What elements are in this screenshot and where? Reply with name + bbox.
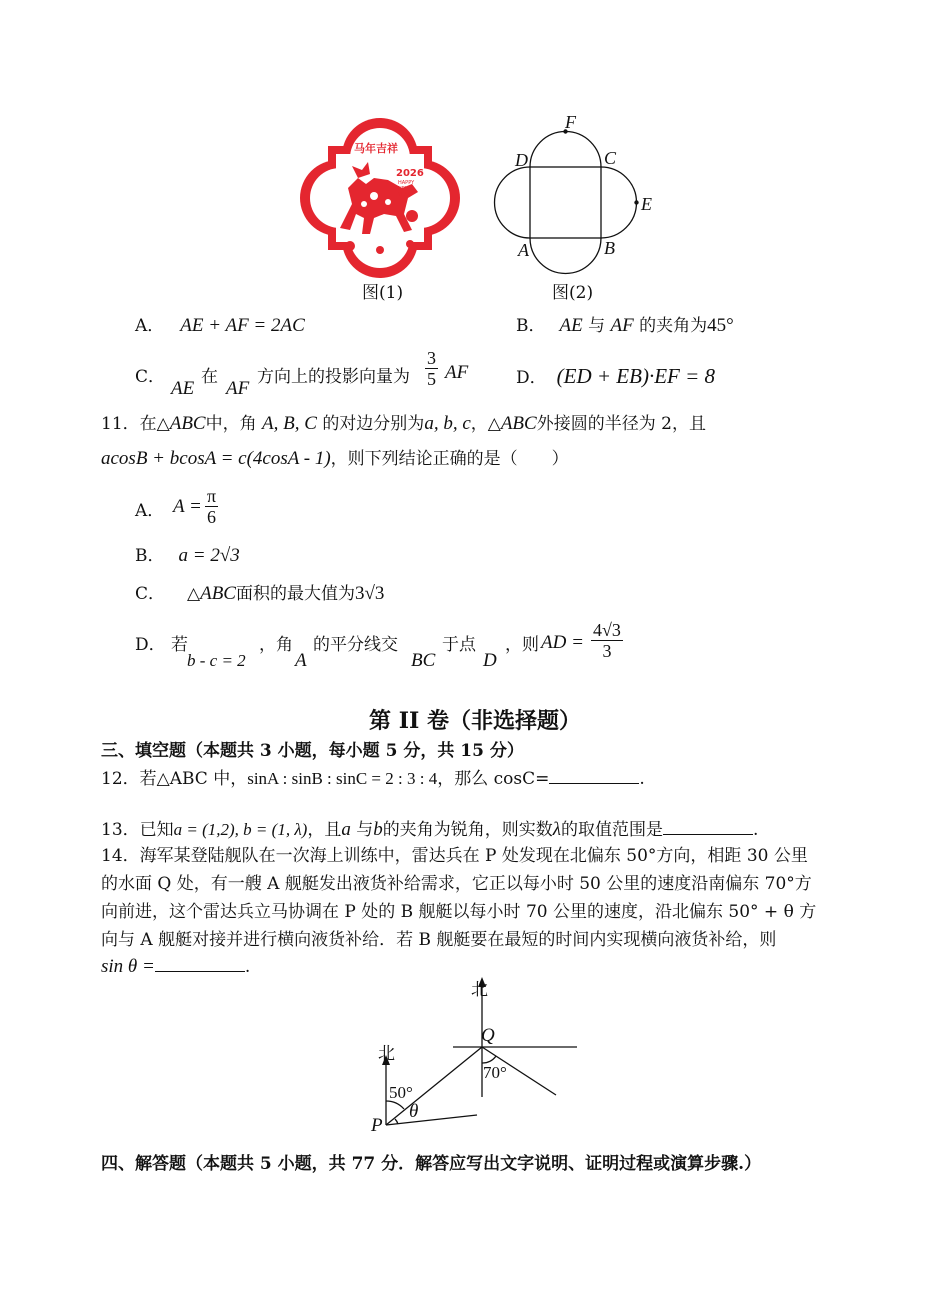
q14-line-1: 14．海军某登陆舰队在一次海上训练中，雷达兵在 P 处发现在北偏东 50°方向，相距 30 公里 xyxy=(101,846,808,866)
point-D-label: D xyxy=(515,150,528,170)
q13: 13．已知a = (1,2), b = (1, λ)，且a 与b的夹角为锐角，则实数λ的取值范围是 . xyxy=(101,819,759,840)
bearing-diagram-svg xyxy=(365,975,585,1145)
section-4-heading: 四、解答题（本题共 5 小题，共 77 分．解答应写出文字说明、证明过程或演算步骤.） xyxy=(101,1154,762,1174)
point-P-label: P xyxy=(371,1115,383,1136)
figure-2-caption: 图(2) xyxy=(552,283,594,303)
angle-theta-label: θ xyxy=(409,1101,419,1122)
q10-option-b: B． AE 与 AF 的夹角为45° xyxy=(516,315,734,336)
q14-line-3: 向前进，这个雷达兵立马协调在 P 处的 B 舰艇以每小时 70 公里的速度，沿北偏东 50° + θ 方 xyxy=(101,902,817,922)
q11-stem-line2: acosB + bcosA = c(4cosA - 1)，则下列结论正确的是（ ） xyxy=(101,448,569,469)
point-C-label: C xyxy=(604,148,617,168)
q14-line-4: 向与 A 舰艇对接并进行横向液货补给．若 B 舰艇要在最短的时间内实现横向液货补给，则 xyxy=(101,930,777,950)
figure-2 xyxy=(490,112,660,284)
navigation-diagram xyxy=(365,975,585,1145)
q11-option-d: D． 若 b - c = 2 ，角 A 的平分线交 BC 于点 D ，则 AD = $\frac{4√3}{3}$ xyxy=(135,620,621,671)
north-label-q: 北 xyxy=(471,980,488,1000)
q11-option-b: B． a = 2√3 xyxy=(135,545,240,566)
figure-1-caption: 图(1) xyxy=(362,283,404,303)
q13-answer-blank[interactable] xyxy=(663,818,753,835)
point-F-label: F xyxy=(565,112,576,132)
seal-title: 马年吉祥 xyxy=(354,142,398,155)
q12: 12．若△ABC 中，sinA : sinB : sinC = 2 : 3 : 4，那么 cosC= . xyxy=(101,769,645,789)
q12-answer-blank[interactable] xyxy=(549,767,639,784)
seal-year: 2026 xyxy=(396,168,424,179)
point-B-label: B xyxy=(604,238,615,258)
seal-english: HAPPY NEW YEAR xyxy=(398,180,415,198)
q10-option-a: A． AE + AF = 2AC xyxy=(135,315,305,336)
q10-option-d: D． (ED + EB)·EF = 8 xyxy=(516,364,716,388)
angle-50-label: 50° xyxy=(389,1083,413,1102)
q14-answer-blank[interactable] xyxy=(155,955,245,972)
angle-70-label: 70° xyxy=(483,1063,507,1082)
square-semicircle-diagram xyxy=(490,112,660,284)
point-Q-label: Q xyxy=(481,1025,495,1046)
q14-line-5: sin θ = . xyxy=(101,956,251,977)
section-3-heading: 三、填空题（本题共 3 小题，每小题 5 分，共 15 分） xyxy=(101,741,524,761)
q11-stem-line1: 11．在△ABC中，角 A, B, C 的对边分别为a, b, c，△ABC外接圆的半径为 2，且 xyxy=(101,413,706,434)
q14-line-2: 的水面 Q 处，有一艘 A 舰艇发出液货补给需求，它正以每小时 50 公里的速度沿南偏东 70°方 xyxy=(101,874,812,894)
point-E-label: E xyxy=(641,194,652,214)
figure-1 xyxy=(300,118,460,278)
section-2-title: 第 II 卷（非选择题） xyxy=(369,708,581,734)
q11-option-c: C． △ABC面积的最大值为3√3 xyxy=(135,583,385,604)
north-label-p: 北 xyxy=(378,1044,395,1064)
point-A-label: A xyxy=(518,240,529,260)
